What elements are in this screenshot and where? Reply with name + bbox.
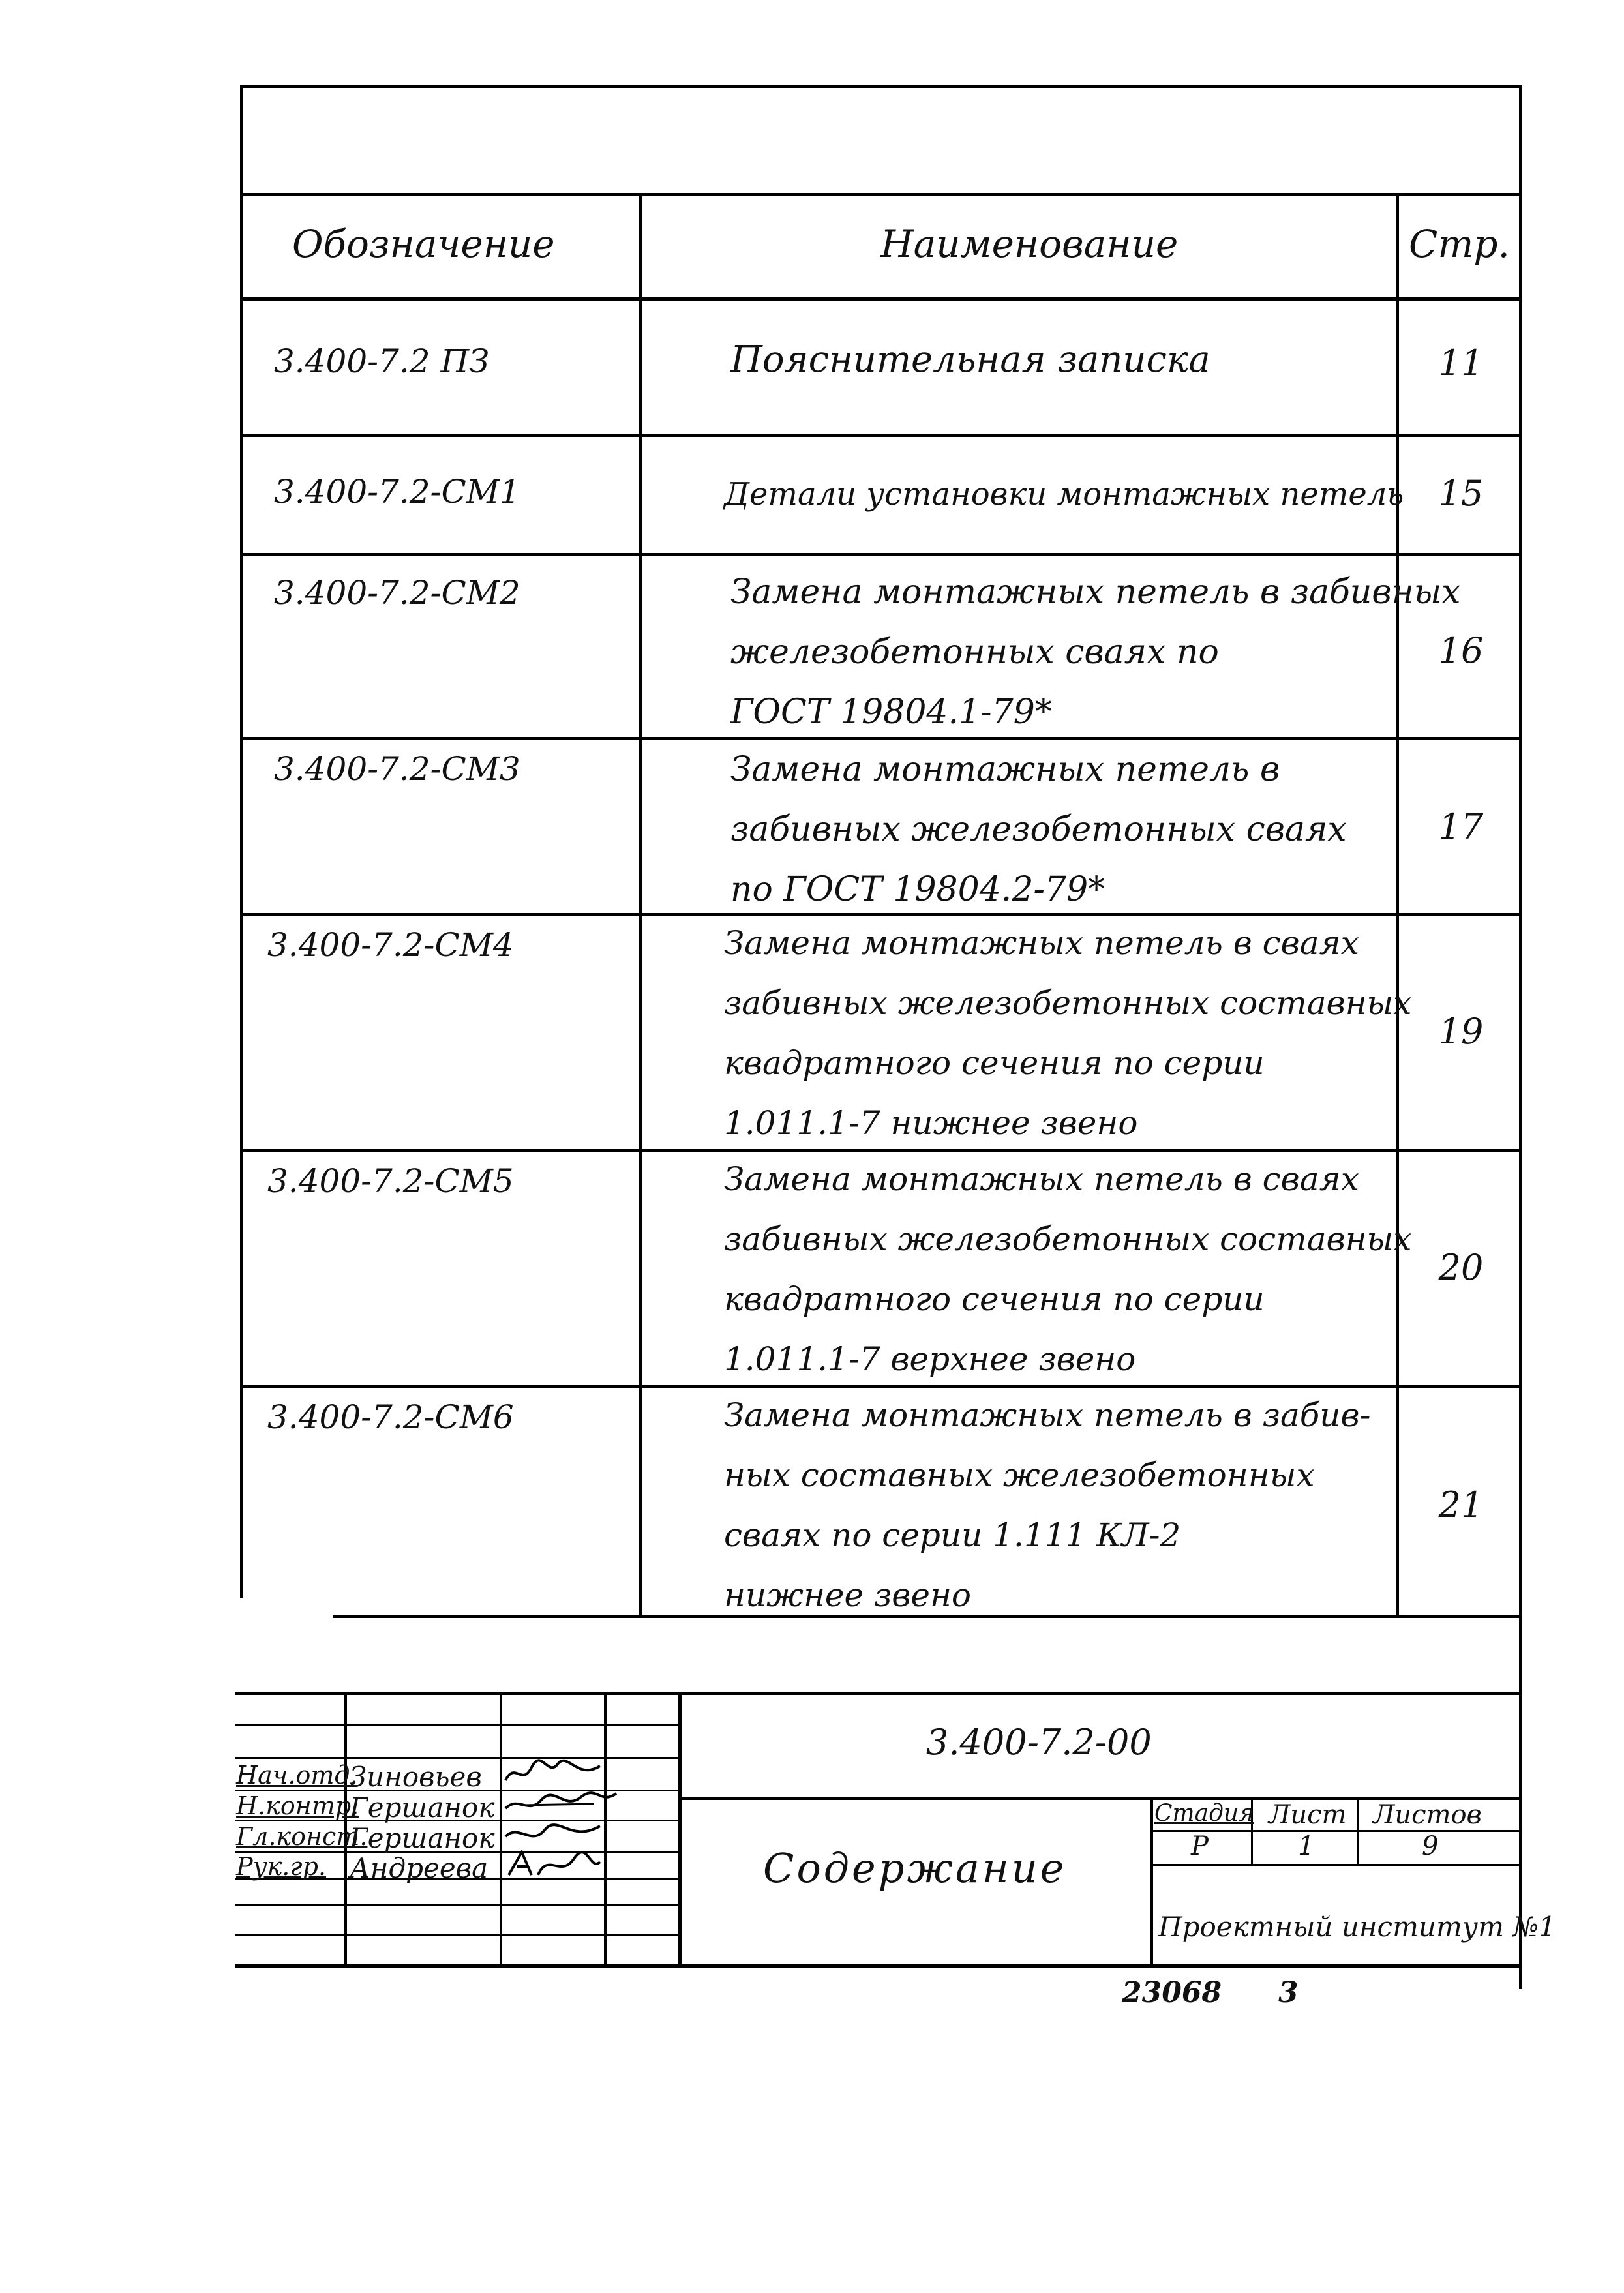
row-page: 21: [1438, 1484, 1484, 1525]
stamp-col-line: [678, 1692, 682, 1967]
row-code: 3.400-7.2-СМ4: [267, 926, 514, 964]
row-page: 11: [1438, 342, 1484, 383]
header-page: Стр.: [1409, 222, 1510, 266]
row-name: [730, 562, 1461, 742]
row-name-line: Детали установки монтажных петель: [724, 476, 1404, 513]
row-code: 3.400-7.2-СМ2: [274, 574, 520, 612]
header-bottom-line: [240, 297, 1522, 301]
title-block-top-line: [235, 1692, 1522, 1695]
row-name-line: квадратного сечения по серии: [724, 1280, 1265, 1318]
row-name-line: Замена монтажных петель в забив-: [724, 1396, 1371, 1434]
column-divider-2: [1396, 193, 1399, 1616]
title-info-divider: [1150, 1797, 1153, 1967]
row-name-line: Пояснительная записка: [730, 338, 1210, 381]
sheets-value: 9: [1422, 1831, 1439, 1861]
row-name-line: железобетонных сваях по: [730, 633, 1219, 672]
row-page: 20: [1438, 1247, 1484, 1288]
document-code: 3.400-7.2-00: [926, 1722, 1152, 1763]
row-code: 3.400-7.2-СМ1: [274, 473, 520, 511]
row-page: 17: [1438, 806, 1484, 847]
row-name-line: ГОСТ 19804.1-79*: [730, 693, 1052, 732]
organization-name: Проектный институт №1: [1158, 1911, 1556, 1943]
role-label: Нач.отд.: [236, 1761, 358, 1790]
row-name-line: ных составных железобетонных: [724, 1456, 1315, 1494]
row-name-line: 1.011.1-7 верхнее звено: [724, 1340, 1136, 1378]
row-code: 3.400-7.2-СМ5: [267, 1162, 514, 1200]
sheet-label: Лист: [1269, 1800, 1347, 1830]
column-divider-1: [639, 193, 642, 1616]
row-name-line: сваях по серии 1.111 КЛ-2: [724, 1516, 1181, 1554]
row-divider: [240, 434, 1522, 437]
row-name-line: нижнее звено: [724, 1576, 971, 1614]
row-name-line: забивных железобетонных составных: [724, 1220, 1412, 1258]
row-name-line: по ГОСТ 19804.2-79*: [730, 870, 1105, 909]
row-name-line: Замена монтажных петель в сваях: [724, 924, 1359, 962]
row-page: 16: [1438, 630, 1484, 671]
title-block-bottom-line: [235, 1964, 1522, 1968]
role-label: Гл.конст.: [236, 1822, 368, 1851]
stamp-row-line: [235, 1934, 681, 1936]
row-name: [724, 1385, 1370, 1625]
role-label: Н.контр.: [236, 1791, 359, 1820]
frame-left-line: [240, 85, 243, 1598]
stage-row-line: [1150, 1864, 1522, 1866]
signer-name: Гершанок: [350, 1822, 495, 1854]
stage-label: Стадия: [1154, 1800, 1254, 1827]
stage-col-line: [1357, 1797, 1359, 1865]
row-name: [730, 740, 1347, 920]
row-name-line: Замена монтажных петель в: [730, 750, 1280, 789]
row-name-line: квадратного сечения по серии: [724, 1044, 1265, 1082]
footer-number: 23068: [1122, 1976, 1222, 2009]
stamp-row-line: [235, 1904, 681, 1906]
row-page: 19: [1438, 1011, 1484, 1052]
signature-mark: [502, 1846, 607, 1885]
signer-name: Гершанок: [350, 1791, 495, 1823]
stamp-row-line: [235, 1757, 681, 1759]
header-name: Наименование: [880, 222, 1179, 266]
frame-top-line: [240, 85, 1522, 88]
header-top-line: [240, 193, 1522, 196]
row-code: 3.400-7.2-СМ6: [267, 1398, 514, 1436]
role-label: Рук.гр.: [236, 1852, 326, 1881]
stamp-row-line: [235, 1724, 681, 1726]
row-page: 15: [1438, 473, 1484, 514]
row-name-line: Замена монтажных петель в забивных: [730, 573, 1461, 612]
row-name: [724, 1149, 1411, 1389]
document-title: Содержание: [763, 1844, 1067, 1892]
row-name-line: Замена монтажных петель в сваях: [724, 1160, 1359, 1198]
row-name-line: 1.011.1-7 нижнее звено: [724, 1104, 1138, 1142]
signer-name: Андреева: [350, 1852, 489, 1884]
footer-page: 3: [1278, 1976, 1299, 2009]
stage-value: Р: [1191, 1831, 1209, 1861]
row-code: 3.400-7.2 ПЗ: [274, 342, 490, 380]
row-divider: [240, 553, 1522, 556]
row-name-line: забивных железобетонных составных: [724, 984, 1412, 1022]
row-name: [724, 913, 1411, 1153]
row-name-line: забивных железобетонных сваях: [730, 810, 1347, 849]
row-name: [724, 464, 1404, 524]
row-code: 3.400-7.2-СМ3: [274, 750, 520, 788]
sheet-value: 1: [1298, 1831, 1315, 1861]
row-name: [730, 330, 1210, 390]
sheets-label: Листов: [1373, 1800, 1482, 1830]
header-designation: Обозначение: [292, 222, 555, 266]
signer-name: Зиновьев: [350, 1761, 482, 1793]
